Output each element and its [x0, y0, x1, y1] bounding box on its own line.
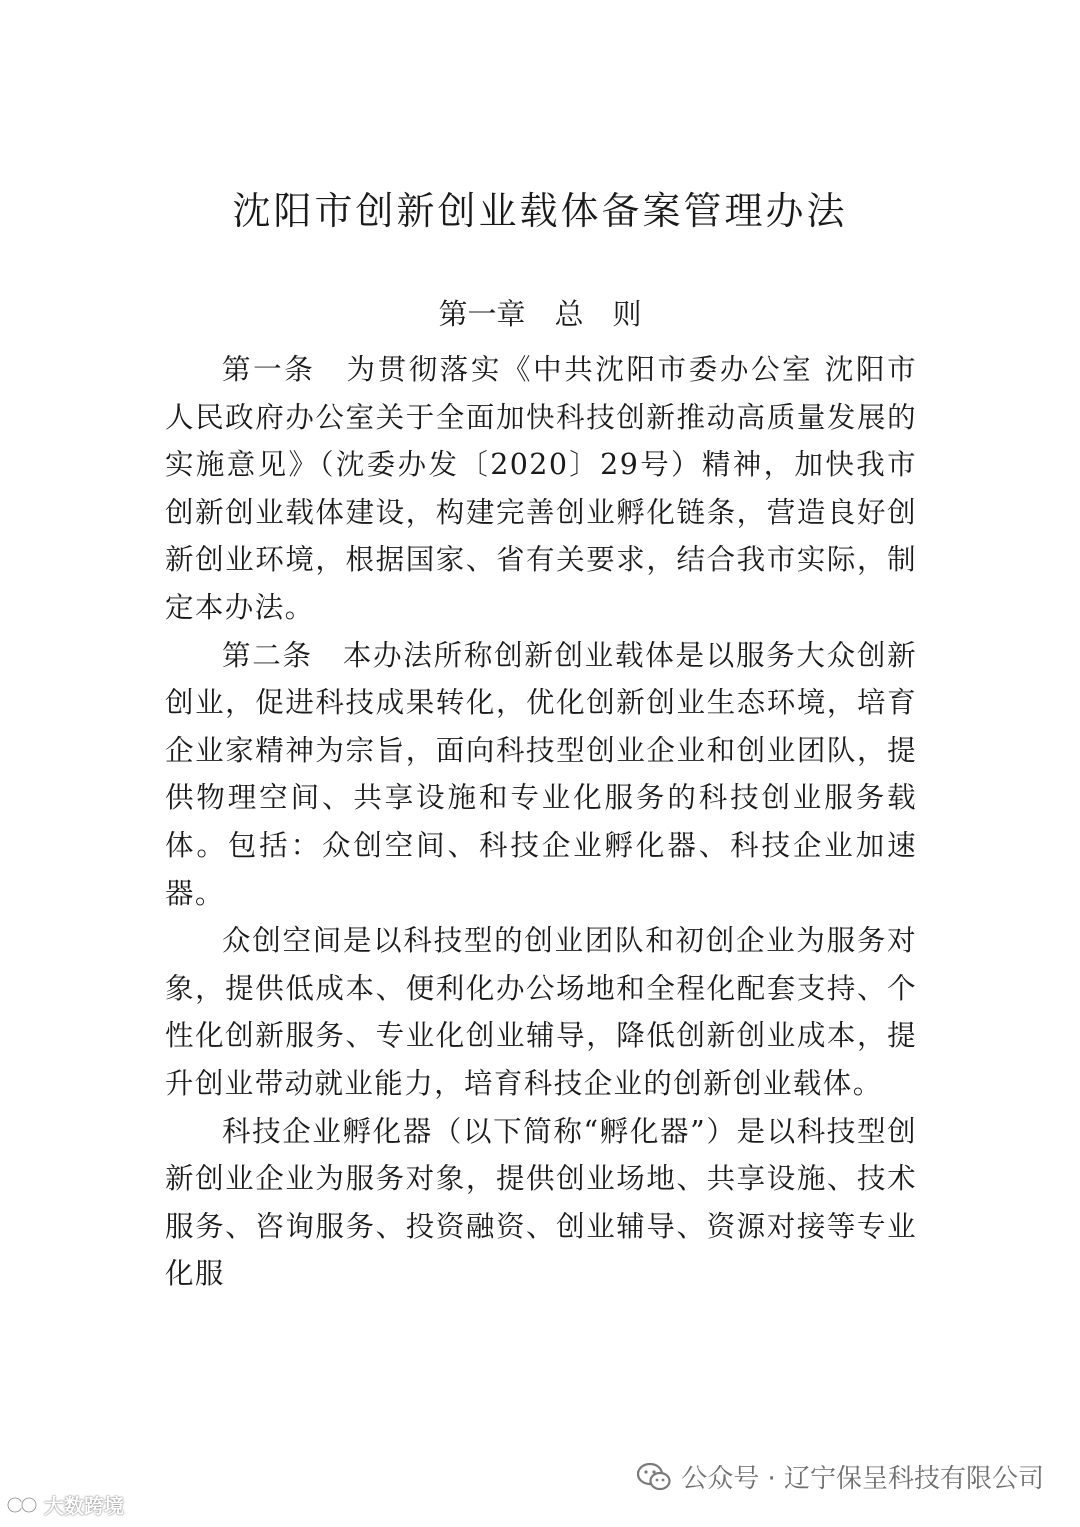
wechat-icon — [637, 1462, 671, 1492]
article-2-paragraph: 第二条 本办法所称创新创业载体是以服务大众创新创业，促进科技成果转化，优化创新创业生态环境，培育企业家精神为宗旨，面向科技型创业企业和创业团队，提供物理空间、共享设施和专业化服务的科技创业服务载体。包括：众创空间、科技企业孵化器、科技企业加速器。 — [165, 638, 917, 910]
document-title: 沈阳市创新创业载体备案管理办法 — [232, 189, 848, 233]
incubator-paragraph: 科技企业孵化器（以下简称“孵化器”）是以科技型创新创业企业为服务对象，提供创业场地、共享设施、技术服务、咨询服务、投资融资、创业辅导、资源对接等专业化服 — [165, 1114, 917, 1291]
official-account-watermark — [637, 1458, 1044, 1495]
official-account-label: 公众号 · 辽宁保呈科技有限公司 — [681, 1464, 1044, 1494]
chapter-heading: 第一章 总 则 — [438, 297, 642, 331]
platform-logo-text: 大数跨境 — [44, 1494, 124, 1518]
maker-space-paragraph: 众创空间是以科技型的创业团队和初创企业为服务对象，提供低成本、便利化办公场地和全程化配套支持、个性化创新服务、专业化创业辅导，降低创新创业成本，提升创业带动就业能力，培育科技企业的创新创业载体。 — [165, 924, 917, 1100]
article-1-paragraph: 第一条 为贯彻落实《中共沈阳市委办公室 沈阳市人民政府办公室关于全面加快科技创新推动高质量发展的实施意见》（沈委办发〔2020〕29号）精神，加快我市创新创业载体建设，构建完善创业孵化链条，营造良好创新创业环境，根据国家、省有关要求，结合我市实际，制定本办法。 — [165, 353, 917, 624]
logo-icon — [6, 1494, 40, 1516]
platform-watermark — [6, 1490, 124, 1519]
document-body — [165, 346, 917, 1298]
